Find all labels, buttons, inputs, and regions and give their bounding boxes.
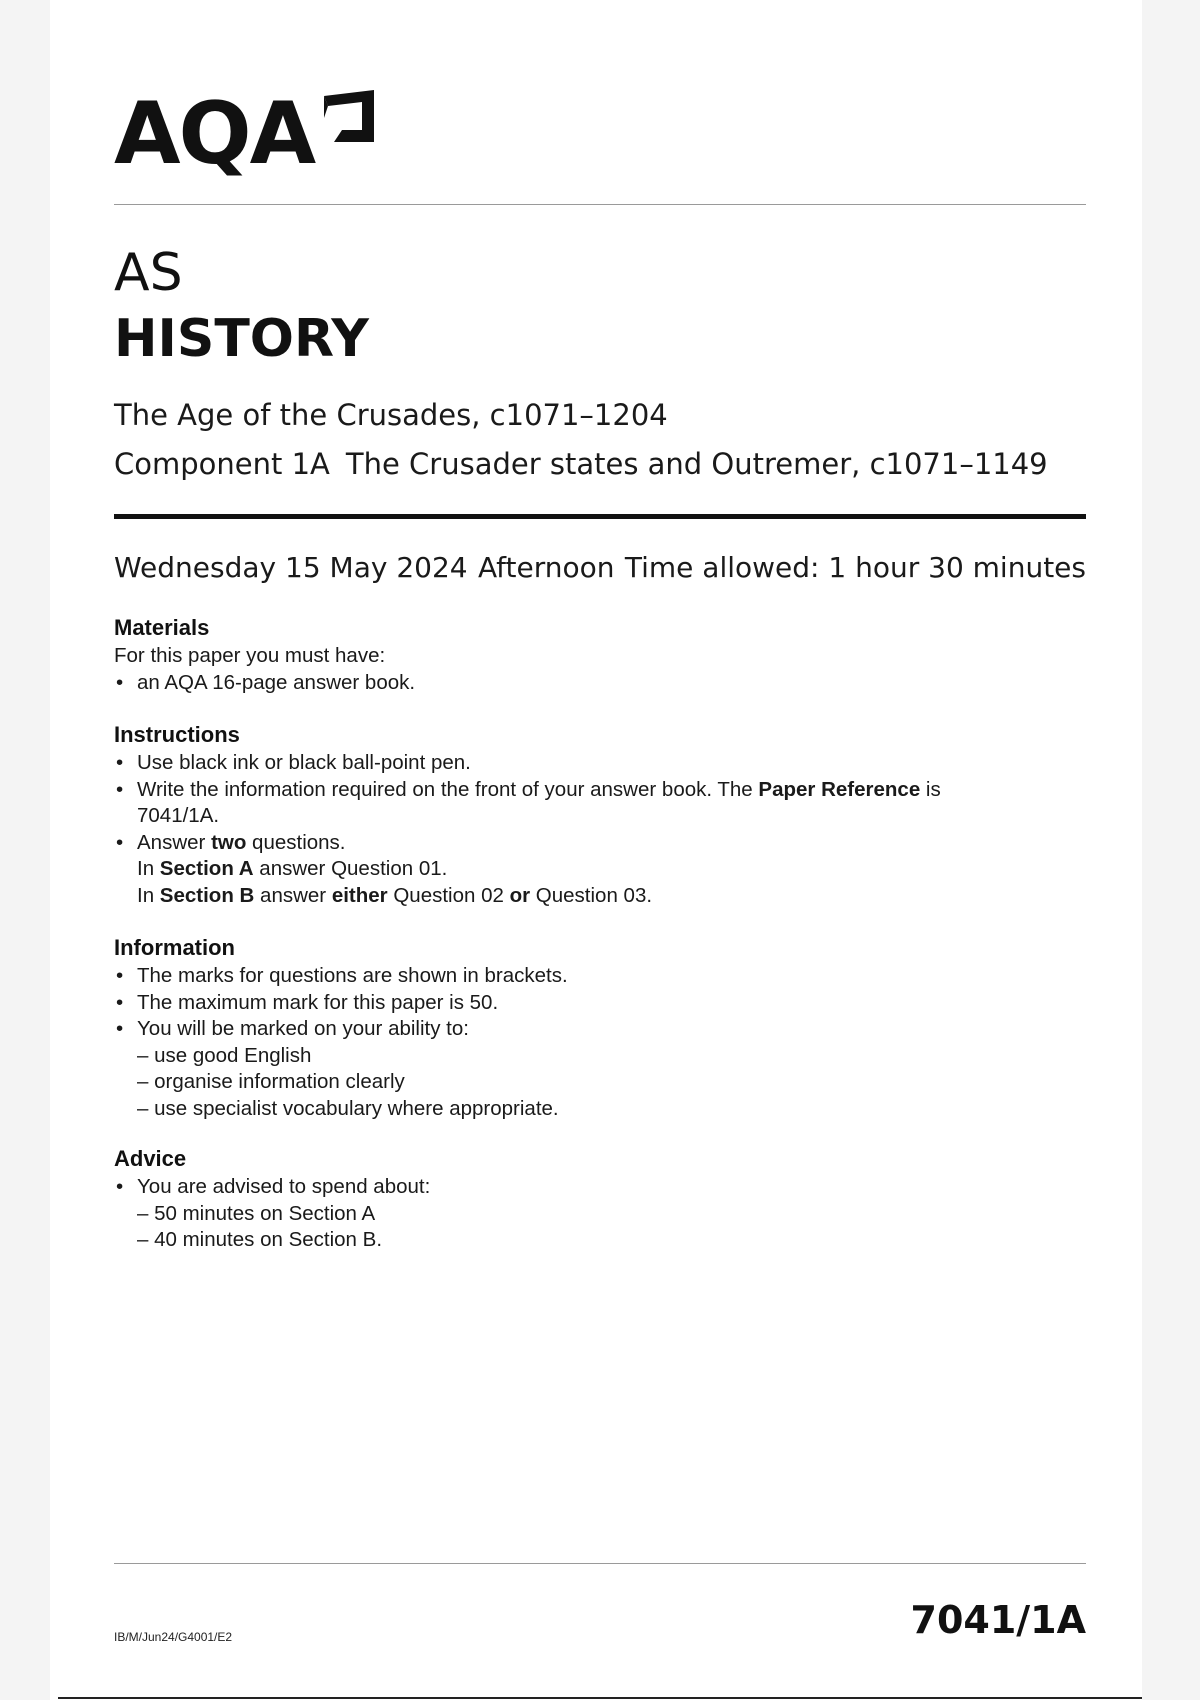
advice-section: [114, 1146, 1074, 1254]
section-b-instruction: In Section B answer either Question 02 or Question 03.: [137, 883, 653, 907]
materials-heading: Materials: [114, 615, 210, 640]
title-divider: [114, 514, 1086, 519]
aqa-logo: [114, 84, 378, 184]
time-allowed: Time allowed: 1 hour 30 minutes: [624, 551, 1086, 584]
advice-text: You are advised to spend about:: [137, 1175, 431, 1198]
instructions-heading: Instructions: [114, 722, 240, 747]
information-subitem: – organise information clearly: [137, 1070, 405, 1093]
exam-session: Afternoon: [477, 551, 615, 584]
advice-subitem: – 40 minutes on Section B.: [137, 1228, 383, 1251]
information-subitem: – use good English: [137, 1043, 312, 1067]
information-item: [114, 1016, 1074, 1122]
component-title: The Crusader states and Outremer, c1071–1149: [345, 447, 1048, 481]
instructions-section: [114, 722, 1074, 909]
information-subitem: – use specialist vocabulary where appropriate.: [137, 1096, 559, 1120]
instructions-list: [114, 750, 1074, 909]
information-list: [114, 963, 1074, 1122]
component-code: Component 1A: [114, 447, 330, 481]
information-heading: Information: [114, 935, 235, 960]
advice-subitem: – 50 minutes on Section A: [137, 1201, 376, 1225]
exam-details: [114, 551, 1086, 584]
advice-item: [114, 1174, 1074, 1254]
instruction-text: Write the information required on the front of your answer book. The: [137, 777, 759, 801]
aqa-flag-icon: [320, 88, 378, 151]
subject-title: HISTORY: [114, 309, 369, 369]
information-item: • The marks for questions are shown in brackets.: [114, 963, 1074, 990]
paper-title: The Age of the Crusades, c1071–1204: [114, 398, 668, 432]
instruction-item: [114, 830, 1074, 910]
materials-intro: For this paper you must have:: [114, 644, 386, 667]
paper-reference-value: 7041/1A.: [137, 804, 220, 827]
information-item: • The maximum mark for this paper is 50.: [114, 990, 1074, 1017]
exam-date: Wednesday 15 May 2024: [114, 551, 468, 584]
materials-item: • an AQA 16-page answer book.: [114, 670, 1074, 697]
instruction-emphasis: two: [211, 830, 247, 854]
instruction-item: • Use black ink or black ball-point pen.: [114, 750, 1074, 777]
document-code: IB/M/Jun24/G4001/E2: [114, 1630, 233, 1644]
header-divider: [114, 204, 1086, 205]
information-section: [114, 935, 1074, 1122]
left-margin: [0, 0, 50, 1700]
qualification-level: AS: [114, 243, 183, 303]
materials-list: [114, 670, 1074, 697]
paper-reference-label: Paper Reference: [758, 777, 921, 801]
instruction-item: [114, 777, 1074, 830]
instruction-text: Answer: [137, 830, 212, 854]
footer-divider: [114, 1563, 1086, 1564]
information-text: You will be marked on your ability to:: [137, 1017, 469, 1040]
materials-section: [114, 615, 1074, 696]
instruction-text: is: [920, 777, 941, 801]
component-line: [114, 447, 1048, 481]
instruction-text: questions.: [246, 830, 346, 854]
logo-text: AQA: [114, 84, 315, 184]
advice-list: [114, 1174, 1074, 1254]
advice-heading: Advice: [114, 1146, 187, 1171]
page-bottom-edge: [58, 1697, 1142, 1699]
right-margin: [1142, 0, 1200, 1700]
paper-reference: 7041/1A: [910, 1598, 1086, 1642]
section-a-instruction: In Section A answer Question 01.: [137, 857, 448, 880]
